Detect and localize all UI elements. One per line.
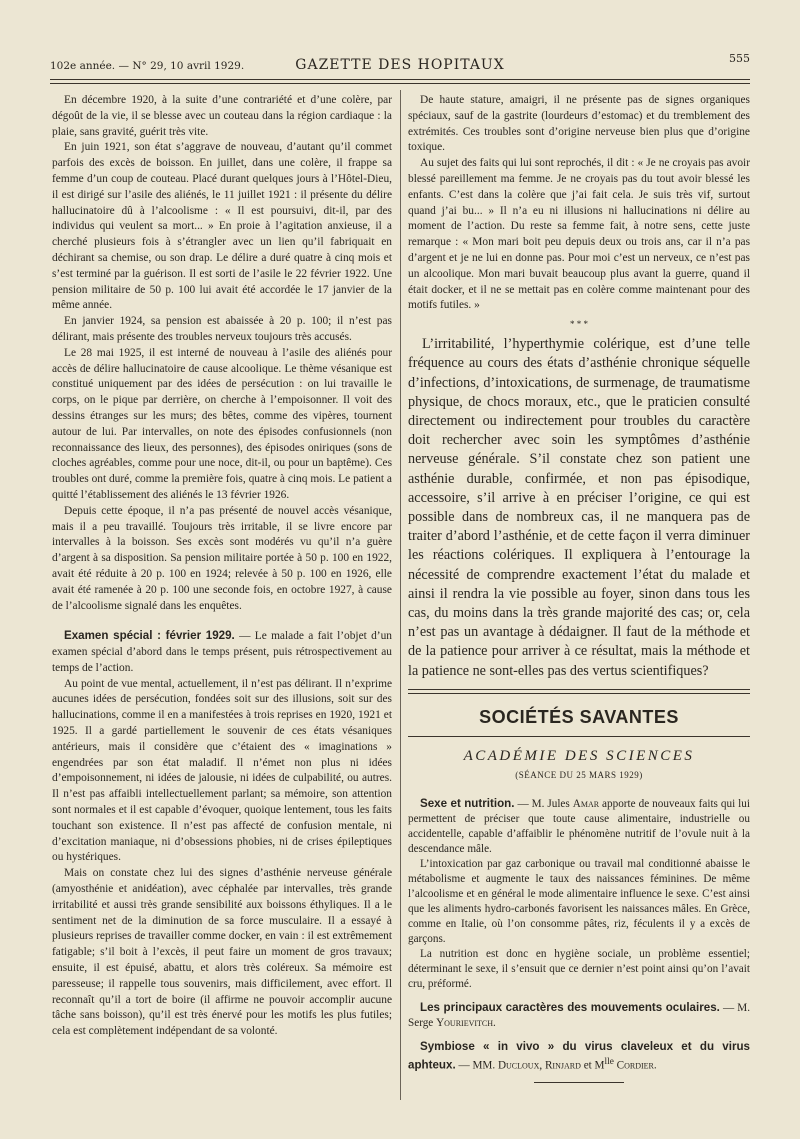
academy-title: ACADÉMIE DES SCIENCES bbox=[463, 747, 695, 764]
author-name: Amar bbox=[572, 798, 600, 811]
exam-intro: — Le malade a fait l’objet d’un examen spécial d’abord dans le temps présent, puis rétrospectivement au temps de l’action. bbox=[52, 630, 392, 674]
author-name: Cordier bbox=[616, 1059, 654, 1072]
report-title: Sexe et nutrition. bbox=[420, 797, 515, 811]
paragraph: En décembre 1920, à la suite d’une contrariété et d’une colère, par dégoût de la vie, il se blesse avec un couteau dans la région cardiaque : la plaie, sans gravité, guérit très vite. bbox=[52, 94, 392, 138]
left-column bbox=[52, 93, 392, 1040]
paragraph: Au point de vue mental, actuellement, il n’est pas délirant. Il n’exprime aucunes idées de persécution, fondées soit sur des illusions, soit sur des hallucinations, comme il en a manifestées à trois reprises en 1920, 1921 et 1925. Il a gardé partiellement le souvenir de ces états vésaniques antérieurs, mais il considère que c’étaient des « imaginations » engendrées par son état maladif. Il n’émet non plus ni idées d’empoisonnement, ni idées de jalousie, ni idées de culpabilité, ou autres. Il n’est pas affaibli intellectuellement parlant; sa mémoire, son attention sont normales et il est capable d’évoquer, quoique lentement, tous les faits touchant son existence. Il n’est pas affecté de confusion mentale, ni d’excitation maniaque, ni d’obsessions phobies, ni de crises épileptiques ou hystériques. bbox=[52, 677, 392, 864]
academy-reports bbox=[408, 796, 750, 1083]
page-header bbox=[50, 52, 750, 74]
report-title: Les principaux caractères des mouvements oculaires. bbox=[420, 1001, 720, 1015]
paragraph: Mais on constate chez lui des signes d’asthénie nerveuse générale (amyosthénie et anidéation), avec céphalée par intervalles, très grande irritabilité et aussi très grande sensibilité aux boissons éthyliques. Il a le sentiment net de la diminution de sa force musculaire. Il a essayé à plusieurs reprises de travailler comme docker, en vain : il est extrêmement fatigable; s’il boit à l’excès, il peut faire un moment de gros travaux; ensuite, il est épuisé, abattu, et alors très coléreux. Sa mémoire est paresseuse; il rappelle tous souvenirs, mais difficilement, avec effort. Il reconnaît qu’il a tort de boire (il affirme ne pouvoir accomplir aucune tâche sans boisson), qu’il est très énervé pour les motifs les plus futiles; cela est complètement indépendant de sa volonté. bbox=[52, 867, 392, 1038]
section-title-rule bbox=[408, 736, 750, 737]
paragraph: L’intoxication par gaz carbonique ou travail mal conditionné abaisse le métabolisme et augmente le taux des naissances féminines. De même l’alcoolisme et en général le mode alimentaire influence le sexe. C’est ainsi que les aliments hydro-carbonés favorisent les naissances mâles. En Grèce, comme en Italie, où l’on consomme pâtes, riz, féculents il y a excès de garçons. bbox=[408, 858, 750, 946]
author-name: Yourievitch bbox=[436, 1017, 494, 1030]
column-divider bbox=[400, 90, 401, 1100]
report-item: Les principaux caractères des mouvements oculaires. — M. Serge Yourievitch. bbox=[408, 1001, 750, 1030]
paragraph: En janvier 1924, sa pension est abaissée à 20 p. 100; il n’est pas délirant, mais présente des troubles nerveux toujours très accusés. bbox=[52, 315, 392, 343]
conclusion-paragraph: L’irritabilité, l’hyperthymie colérique, est d’une telle fréquence au cours des états d’asthénie chronique séquelle d’infections, d’intoxications, de surmenage, de traumatisme physique, de chocs moraux, etc., que le praticien consulté directement ou indirectement pour troubles du caractère doit rechercher avec soin les symptômes d’asthénie nerveuse générale. S’il constate chez son patient une asthénie durable, confirmée, et non pas épisodique, accessoire, s’il arrive à en préciser l’origine, ce qui est possible dans de nombreux cas, il ne manquera pas de traiter d’abord l’asthénie, et de cette façon il verra diminuer les réactions colériques. Il expliquera à l’entourage la nécessité de comprendre exactement l’état du malade et ainsi il rendra la vie possible au foyer, sinon dans tous les cas, du moins dans la très grande majorité des cas; or, cela n’est pas un avantage à dédaigner. Il faut de la méthode et de la patience pour arriver à ce résultat, mais la méthode et la patience ne sont-elles pas des vertus scientifiques? bbox=[408, 336, 750, 679]
paragraph: Au sujet des faits qui lui sont reprochés, il dit : « Je ne croyais pas avoir blessé pareillement ma femme. Je ne croyais pas du tout avoir blessé les enfants. C’est dans la colère que j’ai fait cela. Je suis très vif, surtout quand j’ai bu... » Il n’a eu ni illusions ni hallucinations ni délire au moment de l’action. Du reste sa femme fait, à notre sens, cette juste remarque : « Mon mari boit peu depuis deux ou trois ans, car il n’a pas d’argent et je ne lui en donne pas. Pour moi c’est un nerveux, ce n’est pas un alcoolique. Mon mari buvait beaucoup plus avant la guerre, quand il était docker, et il ne se mettait pas en colère comme maintenant pour des motifs futiles. » bbox=[408, 157, 750, 312]
exam-paragraph bbox=[52, 628, 392, 676]
paragraph: Le 28 mai 1925, il est interné de nouveau à l’asile des aliénés pour accès de délire hallucinatoire de cause alcoolique. Le thème vésanique est constitué uniquement par des idées de persécution : on lui travaille le corps, on le pique par derrière, on cherche à l’empoisonner. Il voit des dessins étranges sur les murs; des bêtes, comme des vipères, tournent autour de lui. Par intervalles, on note des épisodes confusionnels (non reconnaissance des lieux, des personnes), des épisodes oniriques (sons de cloches agréables, comme pour une noce, dit-il, ou pour un baptême). Ces troubles ont duré, comme la première fois, quatre à cinq mois. Le patient a quitté l’établissement des aliénés le 13 février 1926. bbox=[52, 346, 392, 501]
journal-title: GAZETTE DES HOPITAUX bbox=[295, 57, 505, 73]
exam-heading: Examen spécial : février 1929. bbox=[64, 629, 235, 643]
header-rule bbox=[50, 79, 750, 80]
page-number: 555 bbox=[729, 52, 750, 65]
author-name: Rinjard bbox=[544, 1059, 581, 1072]
session-date: (SÉANCE DU 25 MARS 1929) bbox=[515, 770, 643, 781]
report-item: Symbiose « in vivo » du virus claveleux et du virus aphteux. — MM. Ducloux, Rinjard et $M^{lle}$ Cordier. bbox=[408, 1040, 750, 1072]
paragraph: De haute stature, amaigri, il ne présente pas de signes organiques spéciaux, sauf de la gastrite (lourdeurs d’estomac) et du tremblement des extrémités. Ces troubles sont d’origine nerveuse bien plus que d’origine toxique. bbox=[408, 94, 750, 154]
paragraph: Depuis cette époque, il n’a pas présenté de nouvel accès vésanique, mais il a peu travaillé. Toujours très irritable, il se livre encore par intervalles à la boisson. Ses excès sont modérés vu qu’il n’a guère d’argent à sa disposition. Sa pension militaire portée à 50 p. 100 en 1922, avait été réduite à 20 p. 100 en 1924; relevée à 50 p. 100 en 1926, elle avait été ramenée à 20 p. 100 une seconde fois, en octobre 1927, à cause de l’alcoolisme signalé dans les enquêtes. bbox=[52, 504, 392, 612]
conclusion-block bbox=[408, 335, 750, 681]
section-title: SOCIÉTÉS SAVANTES bbox=[479, 706, 679, 727]
issue-info: 102e année. — N° 29, 10 avril 1929. bbox=[50, 60, 245, 72]
paragraph: En juin 1921, son état s’aggrave de nouveau, d’autant qu’il commet parfois des excès de boisson. En juillet, dans une colère, il frappe sa femme d’un coup de couteau. Placé durant quelques jours à l’Hôtel-Dieu, il est dirigé sur l’asile des aliénés, le 11 juillet 1921 : il présente du délire hallucinatoire dû à l’alcoolisme : « Il est poursuivi, dit-il, par des individus qui veulent sa mort... » En proie à l’agitation anxieuse, il a cherché plusieurs fois à s’étrangler avec un lien qu’il fabriquait en déchirant sa chemise, ou son drap. Le délire a duré quatre à cinq mois et s’est terminé par la guérison. Il est sorti de l’asile le 22 février 1922. Une pension militaire de 50 p. 100 lui avait été accordée le 17 janvier de la même année. bbox=[52, 141, 392, 312]
author-name: Ducloux bbox=[497, 1059, 540, 1072]
paragraph: La nutrition est donc en hygiène sociale, un problème essentiel; déterminant le sexe, il s’ensuit que ce dernier n’est point ainsi qu’on l’avait cru, préformé. bbox=[408, 948, 750, 991]
section-separator: * * * bbox=[570, 319, 588, 330]
end-rule bbox=[534, 1082, 624, 1083]
right-column bbox=[408, 93, 750, 1083]
report-item: Sexe et nutrition. — M. Jules Amar apporte de nouveaux faits qui lui permettent de préciser que toute cause alimentaire, industrielle ou accidentelle, capable d’affaiblir le phénomène nutritif de l’ovule nuit à la descendance mâle. bbox=[408, 797, 750, 856]
header-rule-second bbox=[50, 83, 750, 84]
report-title: Symbiose « in vivo » du virus claveleux et du virus aphteux. bbox=[408, 1040, 750, 1072]
section-rule bbox=[408, 689, 750, 694]
